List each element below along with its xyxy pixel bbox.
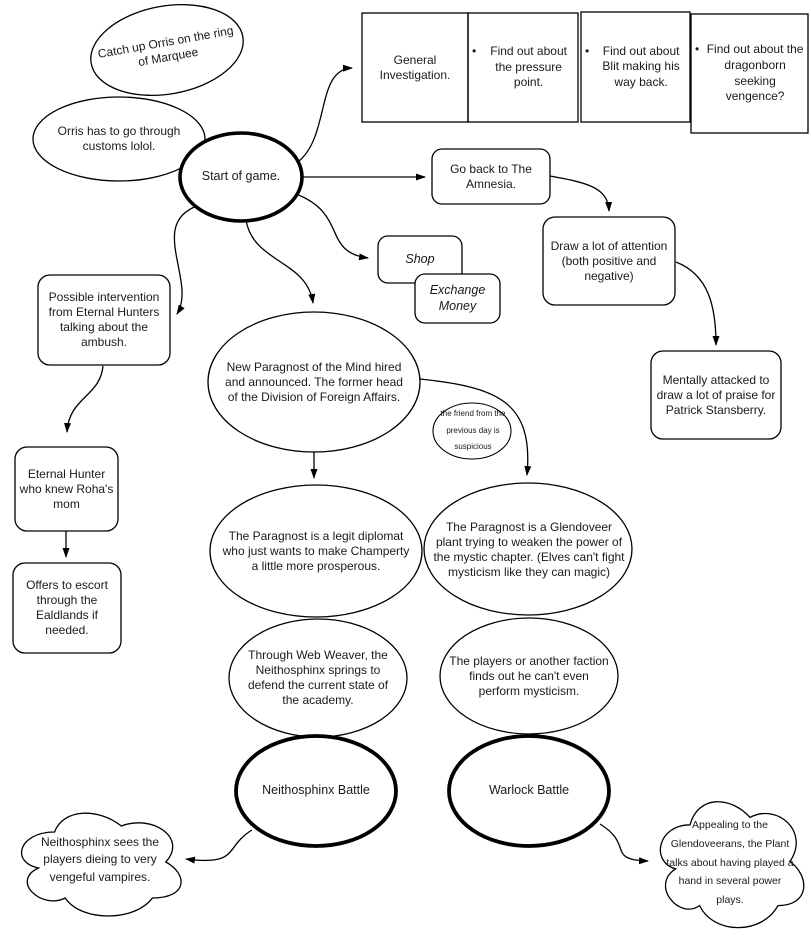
node-dragonborn[interactable] bbox=[695, 17, 804, 130]
edge-amnesia-to-attention[interactable] bbox=[550, 176, 609, 211]
edge-start-to-general-investigation[interactable] bbox=[299, 68, 352, 161]
edge-intervention-to-eternal-hunter[interactable] bbox=[67, 366, 103, 432]
node-escort-label[interactable]: Offers to escort through the Ealdlands if needed. bbox=[26, 578, 108, 637]
node-glendoveerans-cloud-label[interactable]: Appealing to the Glendoveerans, the Plant talks about having played a hand in several power plays. bbox=[666, 818, 794, 907]
node-dragonborn-label: Find out about the dragonborn seeking vengence? bbox=[706, 42, 804, 104]
node-mentally-attacked-label[interactable]: Mentally attacked to draw a lot of praise for Patrick Stansberry. bbox=[656, 372, 776, 417]
node-customs-label[interactable]: Orris has to go through customs lolol. bbox=[57, 124, 181, 153]
node-attention-label[interactable]: Draw a lot of attention (both positive and negative) bbox=[550, 238, 668, 283]
bullet-icon: • bbox=[695, 42, 700, 57]
node-amnesia-label[interactable]: Go back to The Amnesia. bbox=[450, 162, 532, 191]
node-general-investigation-label[interactable]: General Investigation. bbox=[379, 52, 451, 82]
node-suspicious-friend-label[interactable]: the friend from the previous day is suspicious bbox=[440, 408, 506, 452]
node-pressure-point[interactable] bbox=[472, 16, 574, 119]
node-shop-label[interactable]: Shop bbox=[405, 251, 435, 266]
edge-neithosphinx-battle-to-vampires-cloud[interactable] bbox=[186, 830, 252, 860]
node-catch-up-label[interactable]: Catch up Orris on the ring of Marquee bbox=[96, 23, 235, 70]
edge-start-to-intervention[interactable] bbox=[174, 206, 197, 314]
node-blit-return[interactable] bbox=[585, 15, 686, 119]
node-vampires-cloud-label[interactable]: Neithosphinx sees the players dieing to very vengeful vampires. bbox=[40, 834, 160, 884]
node-pressure-point-label: Find out about the pressure point. bbox=[490, 44, 567, 90]
edge-attention-to-mentally-attacked[interactable] bbox=[676, 262, 716, 345]
bullet-icon: • bbox=[472, 44, 477, 59]
edge-warlock-battle-to-glendoveerans-cloud[interactable] bbox=[600, 824, 648, 861]
node-web-weaver-label[interactable]: Through Web Weaver, the Neithosphinx springs to defend the current state of the academy. bbox=[247, 648, 389, 707]
node-eternal-hunter-label[interactable]: Eternal Hunter who knew Roha's mom bbox=[19, 466, 114, 511]
node-exchange-money-label[interactable]: Exchange Money bbox=[429, 282, 486, 313]
node-players-find-out-label[interactable]: The players or another faction finds out he can't even perform mysticism. bbox=[449, 653, 609, 698]
node-warlock-battle-label[interactable]: Warlock Battle bbox=[488, 783, 570, 798]
bullet-icon: • bbox=[585, 43, 590, 58]
node-glendoveer-plant-label[interactable]: The Paragnost is a Glendoveer plant trying to weaken the power of the mystic chapter. (Elves can't fight mysticism like they can magic) bbox=[433, 519, 625, 579]
node-new-paragnost-label[interactable]: New Paragnost of the Mind hired and announced. The former head of the Division of Foreign Affairs. bbox=[225, 359, 403, 404]
node-start-label[interactable]: Start of game. bbox=[201, 169, 281, 184]
node-neithosphinx-battle-label[interactable]: Neithosphinx Battle bbox=[262, 783, 370, 798]
edge-start-to-shop[interactable] bbox=[296, 194, 368, 258]
edge-start-to-new-paragnost[interactable] bbox=[246, 220, 313, 303]
node-legit-diplomat-label[interactable]: The Paragnost is a legit diplomat who just wants to make Champerty a little more prosperous. bbox=[222, 528, 410, 573]
node-blit-return-label: Find out about Blit making his way back. bbox=[602, 43, 680, 89]
node-intervention-label[interactable]: Possible intervention from Eternal Hunters talking about the ambush. bbox=[48, 290, 160, 349]
